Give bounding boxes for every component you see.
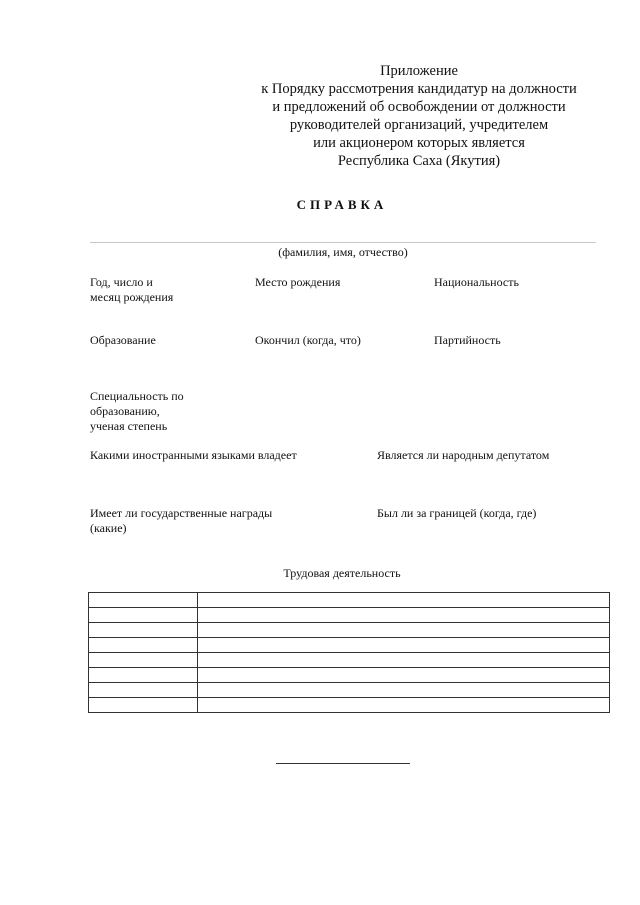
table-cell[interactable] [89,653,198,668]
table-row [89,653,610,668]
table-row [89,698,610,713]
table-cell[interactable] [198,638,610,653]
full-name-line[interactable] [90,242,596,243]
table-cell[interactable] [89,638,198,653]
table-cell[interactable] [89,668,198,683]
specialty-label-line: образованию, [90,404,160,418]
table-cell[interactable] [198,668,610,683]
appendix-line: или акционером которых является [313,135,525,151]
table-cell[interactable] [89,608,198,623]
table-row [89,623,610,638]
party-label: Партийность [434,333,501,347]
birth-date-label-line: Год, число и [90,275,153,289]
table-cell[interactable] [89,623,198,638]
signature-line[interactable] [276,763,410,764]
table-cell[interactable] [198,608,610,623]
birth-date-label [90,275,173,305]
appendix-line: Республика Саха (Якутия) [337,153,501,169]
abroad-label: Был ли за границей (когда, где) [377,506,537,520]
appendix-line: руководителей организаций, учредителем [289,117,549,133]
specialty-label-line: Специальность по [90,389,184,403]
document-title: СПРАВКА [296,197,388,212]
table-cell[interactable] [89,698,198,713]
specialty-label-line: ученая степень [90,419,168,433]
awards-label-line: (какие) [90,521,127,535]
table-cell[interactable] [198,593,610,608]
work-history-title: Трудовая деятельность [283,566,401,580]
appendix-line: Приложение [380,63,458,79]
graduated-label: Окончил (когда, что) [255,333,361,347]
deputy-label: Является ли народным депутатом [377,448,550,462]
table-cell[interactable] [198,683,610,698]
birth-place-label: Место рождения [255,275,341,289]
appendix-line: и предложений об освобождении от должности [272,99,566,115]
education-label: Образование [90,333,156,347]
table-row [89,593,610,608]
table-cell[interactable] [89,683,198,698]
nationality-label: Национальность [434,275,519,289]
table-row [89,683,610,698]
table-cell[interactable] [198,653,610,668]
languages-label: Какими иностранными языками владеет [90,448,297,462]
table-cell[interactable] [198,698,610,713]
full-name-caption: (фамилия, имя, отчество) [278,245,408,259]
table-cell[interactable] [198,623,610,638]
table-row [89,668,610,683]
table-row [89,638,610,653]
appendix-line: к Порядку рассмотрения кандидатур на должности [261,81,577,97]
table-row [89,608,610,623]
work-history-table [88,592,610,713]
specialty-label [90,389,184,434]
table-cell[interactable] [89,593,198,608]
awards-label [90,506,272,536]
appendix-header [240,62,598,170]
awards-label-line: Имеет ли государственные награды [90,506,273,520]
birth-date-label-line: месяц рождения [90,290,174,304]
